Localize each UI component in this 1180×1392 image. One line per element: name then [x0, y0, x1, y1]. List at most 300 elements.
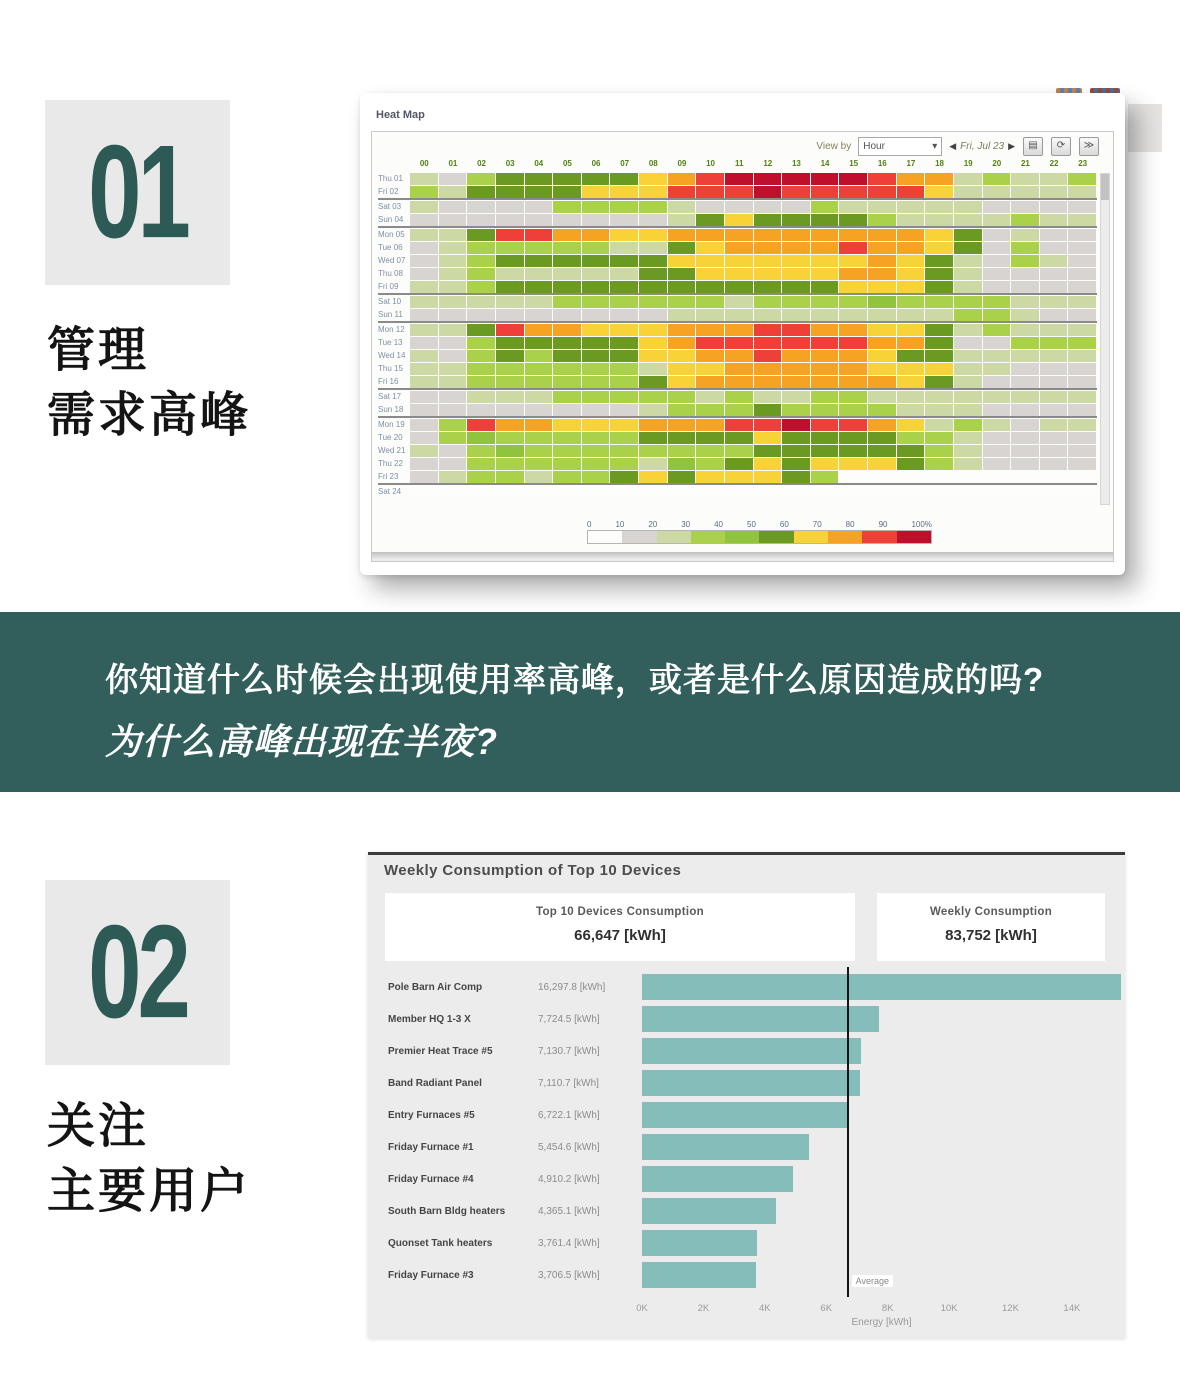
heatmap-cell	[1040, 486, 1068, 498]
heatmap-cell	[439, 471, 467, 483]
heatmap-cell	[925, 229, 953, 241]
heatmap-cell	[811, 242, 839, 254]
hour-column-label: 23	[1078, 159, 1088, 168]
heatmap-cell	[897, 458, 925, 470]
heatmap-cell	[897, 350, 925, 362]
consumption-bar	[642, 1198, 776, 1224]
menu-icon[interactable]: ▤	[1023, 137, 1043, 156]
heatmap-cell	[725, 404, 753, 416]
heatmap-cell	[410, 173, 438, 185]
heatmap-cell	[582, 268, 610, 280]
heatmap-cell	[868, 296, 896, 308]
heatmap-cell	[582, 229, 610, 241]
heatmap-cell	[782, 255, 810, 267]
heatmap-cell	[582, 173, 610, 185]
heatmap-cell	[610, 376, 638, 388]
heatmap-cell	[925, 324, 953, 336]
heatmap-cell	[410, 471, 438, 483]
heatmap-cell	[897, 309, 925, 321]
heatmap-cell	[553, 268, 581, 280]
day-row-label: Fri 16	[378, 377, 399, 386]
heatmap-cell	[811, 363, 839, 375]
heatmap-cell	[925, 214, 953, 226]
heatmap-cell	[868, 486, 896, 498]
heatmap-cell	[954, 296, 982, 308]
heatmap-cell	[439, 445, 467, 457]
heatmap-cell	[1011, 458, 1039, 470]
heatmap-cell	[954, 255, 982, 267]
device-name-label: Band Radiant Panel	[388, 1077, 482, 1089]
heatmap-cell	[868, 471, 896, 483]
heatmap-cell	[553, 419, 581, 431]
legend-color-segment	[862, 531, 896, 543]
heatmap-cell	[983, 350, 1011, 362]
heatmap-cell	[467, 404, 495, 416]
heatmap-cell	[1040, 229, 1068, 241]
hour-column-label: 06	[591, 159, 601, 168]
heatmap-cell	[1068, 186, 1096, 198]
heatmap-cell	[811, 229, 839, 241]
heatmap-cell	[782, 363, 810, 375]
heatmap-cell	[897, 471, 925, 483]
heatmap-cell	[1068, 350, 1096, 362]
legend-color-segment	[588, 531, 622, 543]
heatmap-cell	[811, 486, 839, 498]
heatmap-cell	[897, 324, 925, 336]
heatmap-cell	[954, 391, 982, 403]
heatmap-cell	[467, 458, 495, 470]
heatmap-cell	[983, 201, 1011, 213]
heatmap-cell	[839, 242, 867, 254]
heatmap-cell	[610, 404, 638, 416]
bar-track	[642, 974, 1121, 1000]
heatmap-cell	[725, 173, 753, 185]
prev-day-arrow[interactable]: ◀	[949, 141, 957, 151]
heatmap-cell	[668, 376, 696, 388]
heatmap-cell	[1040, 337, 1068, 349]
device-name-label: South Barn Bldg heaters	[388, 1205, 506, 1217]
bar-track	[642, 1070, 1121, 1096]
heatmap-cell	[410, 214, 438, 226]
heatmap-cell	[839, 458, 867, 470]
heatmap-cell	[782, 324, 810, 336]
day-row-label: Sun 11	[378, 310, 403, 319]
heatmap-cell	[668, 350, 696, 362]
heatmap-cell	[525, 391, 553, 403]
day-row-label: Tue 06	[378, 243, 403, 252]
heatmap-cell	[811, 419, 839, 431]
heatmap-cell	[668, 309, 696, 321]
heatmap-cell	[839, 486, 867, 498]
heatmap-cell	[1011, 201, 1039, 213]
heatmap-cell	[868, 242, 896, 254]
heatmap-cell	[410, 324, 438, 336]
heatmap-cell	[925, 486, 953, 498]
heatmap-cell	[582, 281, 610, 293]
heatmap-cell	[868, 391, 896, 403]
heatmap-cell	[983, 242, 1011, 254]
heatmap-cell	[696, 419, 724, 431]
x-axis-tick-label: 2K	[697, 1303, 710, 1314]
hour-column-label: 03	[505, 159, 515, 168]
heatmap-cell	[553, 324, 581, 336]
heatmap-cell	[467, 350, 495, 362]
heatmap-cell	[582, 324, 610, 336]
heatmap-cell	[610, 458, 638, 470]
heatmap-row	[378, 214, 1097, 228]
heatmap-cell	[983, 363, 1011, 375]
day-row-label: Thu 08	[378, 269, 403, 278]
heatmap-cell	[410, 242, 438, 254]
device-value-label: 16,297.8 [kWh]	[538, 981, 606, 993]
heatmap-cell	[496, 309, 524, 321]
heatmap-cell	[639, 214, 667, 226]
device-bar-row	[368, 1227, 1125, 1259]
scrollbar-thumb[interactable]	[1101, 174, 1109, 200]
heatmap-cell	[954, 214, 982, 226]
heatmap-cell	[782, 419, 810, 431]
heatmap-cell	[668, 337, 696, 349]
heatmap-cell	[639, 350, 667, 362]
heatmap-cell	[1068, 419, 1096, 431]
heatmap-cell	[725, 471, 753, 483]
heatmap-cell	[1040, 391, 1068, 403]
day-row-label: Fri 09	[378, 282, 399, 291]
legend-color-segment	[759, 531, 793, 543]
device-bar-row	[368, 1131, 1125, 1163]
heatmap-cell	[553, 432, 581, 444]
heatmap-cell	[839, 471, 867, 483]
heatmap-cell	[754, 391, 782, 403]
heatmap-cell	[639, 419, 667, 431]
heatmap-cell	[954, 201, 982, 213]
heatmap-cell	[610, 445, 638, 457]
day-row-label: Sat 10	[378, 297, 402, 306]
heatmap-cell	[983, 296, 1011, 308]
heatmap-cell	[811, 281, 839, 293]
heatmap-cell	[868, 337, 896, 349]
legend-tick-label: 100%	[911, 520, 932, 529]
heatmap-cell	[496, 201, 524, 213]
heatmap-cell	[868, 255, 896, 267]
heatmap-cell	[439, 296, 467, 308]
bar-track	[642, 1038, 1121, 1064]
heatmap-cell	[525, 309, 553, 321]
heatmap-cell	[925, 201, 953, 213]
row-label-spacer	[378, 159, 410, 171]
summary-top10-label: Top 10 Devices Consumption	[536, 906, 704, 918]
heatmap-cell	[582, 391, 610, 403]
heatmap-cell	[525, 201, 553, 213]
day-row-label: Tue 20	[378, 433, 403, 442]
heatmap-cell	[725, 309, 753, 321]
heatmap-cell	[639, 296, 667, 308]
heatmap-cell	[696, 229, 724, 241]
heatmap-cell	[954, 471, 982, 483]
heatmap-cell	[725, 445, 753, 457]
heatmap-cell	[439, 173, 467, 185]
heatmap-cell	[610, 471, 638, 483]
device-bar-row	[368, 971, 1125, 1003]
heatmap-cell	[467, 324, 495, 336]
hour-column-label: 21	[1020, 159, 1030, 168]
vertical-scrollbar[interactable]	[1100, 173, 1110, 505]
hour-column-label: 01	[448, 159, 458, 168]
heatmap-cell	[725, 255, 753, 267]
day-row-label: Fri 02	[378, 187, 399, 196]
heatmap-row	[378, 486, 1097, 498]
heatmap-cell	[525, 268, 553, 280]
day-row-label: Mon 19	[378, 420, 405, 429]
heatmap-cell	[639, 363, 667, 375]
heatmap-cell	[496, 486, 524, 498]
heatmap-cell	[696, 458, 724, 470]
heatmap-cell	[811, 350, 839, 362]
heatmap-cell	[725, 363, 753, 375]
day-row-label: Thu 01	[378, 174, 403, 183]
heatmap-cell	[439, 350, 467, 362]
heatmap-row	[378, 255, 1097, 267]
bar-track	[642, 1006, 1121, 1032]
next-day-arrow[interactable]: ▶	[1008, 141, 1015, 151]
heatmap-cell	[553, 458, 581, 470]
heatmap-cell	[1040, 432, 1068, 444]
heatmap-cell	[525, 471, 553, 483]
section-02-title-line1: 关注	[47, 1100, 150, 1153]
heatmap-cell	[725, 337, 753, 349]
heatmap-cell	[782, 281, 810, 293]
heatmap-cell	[439, 268, 467, 280]
heatmap-cell	[754, 296, 782, 308]
heatmap-cell	[983, 229, 1011, 241]
heatmap-cell	[897, 255, 925, 267]
heatmap-cell	[782, 404, 810, 416]
heatmap-cell	[1011, 214, 1039, 226]
view-by-dropdown[interactable]	[858, 137, 942, 156]
heatmap-cell	[668, 296, 696, 308]
banner-line1: 你知道什么时候会出现使用率高峰，或者是什么原因造成的吗?	[105, 661, 1045, 698]
heatmap-cell	[868, 458, 896, 470]
heatmap-cell	[525, 445, 553, 457]
heatmap-cell	[782, 445, 810, 457]
heatmap-cell	[496, 214, 524, 226]
heatmap-row	[378, 173, 1097, 185]
heatmap-cell	[696, 186, 724, 198]
device-name-label: Friday Furnace #3	[388, 1269, 474, 1281]
legend-color-segment	[794, 531, 828, 543]
heatmap-cell	[1068, 458, 1096, 470]
heatmap-cell	[410, 309, 438, 321]
heatmap-cell	[610, 486, 638, 498]
summary-box-weekly	[877, 893, 1105, 961]
heatmap-cell	[668, 404, 696, 416]
bar-chart-rows	[368, 971, 1125, 1291]
heatmap-cell	[754, 419, 782, 431]
heatmap-cell	[754, 214, 782, 226]
heatmap-cell	[754, 458, 782, 470]
heatmap-cell	[1011, 445, 1039, 457]
heatmap-cell	[1011, 296, 1039, 308]
heatmap-cell	[1068, 432, 1096, 444]
heatmap-cell	[811, 255, 839, 267]
heatmap-row	[378, 376, 1097, 390]
hour-column-label: 18	[935, 159, 945, 168]
heatmap-cell	[839, 268, 867, 280]
heatmap-cell	[439, 281, 467, 293]
heatmap-cell	[639, 337, 667, 349]
heatmap-cell	[696, 201, 724, 213]
heatmap-cell	[868, 445, 896, 457]
heatmap-cell	[525, 214, 553, 226]
heatmap-cell	[668, 255, 696, 267]
heatmap-cell	[782, 296, 810, 308]
heatmap-cell	[725, 296, 753, 308]
heatmap-cell	[582, 404, 610, 416]
heatmap-cell	[811, 186, 839, 198]
heatmap-cell	[639, 201, 667, 213]
heatmap-cell	[754, 173, 782, 185]
heatmap-cell	[954, 445, 982, 457]
heatmap-dashboard-panel	[360, 93, 1125, 575]
heatmap-cell	[754, 242, 782, 254]
heatmap-cell	[639, 255, 667, 267]
legend-tick-label: 10	[615, 520, 625, 529]
heatmap-cell	[897, 376, 925, 388]
heatmap-cell	[954, 376, 982, 388]
heatmap-cell	[1011, 173, 1039, 185]
day-row-label: Mon 05	[378, 230, 405, 239]
heatmap-cell	[553, 309, 581, 321]
device-bar-row	[368, 1259, 1125, 1291]
heatmap-cell	[582, 214, 610, 226]
heatmap-cell	[1068, 214, 1096, 226]
heatmap-cell	[725, 419, 753, 431]
heatmap-cell	[811, 214, 839, 226]
heatmap-cell	[983, 419, 1011, 431]
heatmap-cell	[525, 229, 553, 241]
heatmap-cell	[754, 229, 782, 241]
heatmap-cell	[954, 309, 982, 321]
bar-track	[642, 1262, 1121, 1288]
device-bar-row	[368, 1195, 1125, 1227]
heatmap-cell	[553, 186, 581, 198]
heatmap-cell	[696, 173, 724, 185]
export-icon[interactable]: ≫	[1079, 137, 1099, 156]
heatmap-cell	[1011, 404, 1039, 416]
heatmap-cell	[410, 186, 438, 198]
consumption-bar	[642, 1038, 861, 1064]
heatmap-cell	[410, 363, 438, 375]
heatmap-cell	[668, 363, 696, 375]
heatmap-cell	[897, 229, 925, 241]
chevron-down-icon: ▾	[932, 141, 938, 152]
heatmap-legend-colorbar	[587, 530, 932, 544]
horizontal-scrollbar[interactable]	[372, 552, 1113, 561]
heatmap-cell	[1040, 201, 1068, 213]
heatmap-cell	[897, 404, 925, 416]
bar-chart-panel	[368, 852, 1125, 1338]
heatmap-cell	[696, 309, 724, 321]
heatmap-cell	[1068, 296, 1096, 308]
heatmap-cell	[782, 201, 810, 213]
heatmap-cell	[839, 309, 867, 321]
heatmap-cell	[1068, 229, 1096, 241]
heatmap-cell	[610, 337, 638, 349]
heatmap-cell	[1068, 281, 1096, 293]
heatmap-cell	[954, 242, 982, 254]
heatmap-cell	[782, 432, 810, 444]
legend-tick-label: 30	[681, 520, 691, 529]
heatmap-cell	[925, 363, 953, 375]
heatmap-cell	[839, 419, 867, 431]
heatmap-cell	[610, 268, 638, 280]
heatmap-cell	[525, 324, 553, 336]
heatmap-cell	[925, 268, 953, 280]
hour-column-label: 05	[562, 159, 572, 168]
heatmap-cell	[439, 214, 467, 226]
heatmap-cell	[496, 432, 524, 444]
refresh-icon[interactable]: ⟳	[1051, 137, 1071, 156]
heatmap-cell	[897, 173, 925, 185]
heatmap-cell	[839, 445, 867, 457]
heatmap-cell	[1040, 242, 1068, 254]
heatmap-cell	[1068, 391, 1096, 403]
bar-track	[642, 1134, 1121, 1160]
summary-weekly-label: Weekly Consumption	[929, 906, 1053, 918]
heatmap-cell	[754, 471, 782, 483]
heatmap-cell	[696, 255, 724, 267]
x-axis-tick-label: 4K	[759, 1303, 771, 1314]
heatmap-cell	[1068, 309, 1096, 321]
heatmap-cell	[868, 229, 896, 241]
day-row-label: Thu 15	[378, 364, 403, 373]
consumption-bar	[642, 1166, 793, 1192]
heatmap-cell	[782, 391, 810, 403]
view-by-value: Hour	[863, 141, 885, 152]
heatmap-cell	[754, 281, 782, 293]
heatmap-cell	[553, 255, 581, 267]
heatmap-toolbar	[816, 137, 1099, 156]
heatmap-row	[378, 363, 1097, 375]
heatmap-cell	[439, 201, 467, 213]
heatmap-cell	[410, 201, 438, 213]
heatmap-cell	[897, 419, 925, 431]
heatmap-cell	[668, 419, 696, 431]
heatmap-cell	[868, 173, 896, 185]
heatmap-cell	[868, 404, 896, 416]
date-label: Fri, Jul 23	[960, 141, 1005, 152]
heatmap-cell	[525, 404, 553, 416]
heatmap-cell	[983, 391, 1011, 403]
heatmap-cell	[754, 376, 782, 388]
heatmap-cell	[496, 350, 524, 362]
day-row-label: Mon 12	[378, 325, 405, 334]
heatmap-row	[378, 391, 1097, 403]
heatmap-cell	[610, 350, 638, 362]
heatmap-row	[378, 324, 1097, 336]
heatmap-cell	[1068, 255, 1096, 267]
device-name-label: Quonset Tank heaters	[388, 1237, 493, 1249]
heatmap-cell	[410, 296, 438, 308]
heatmap-hour-headers	[378, 159, 1097, 171]
heatmap-cell	[439, 229, 467, 241]
legend-color-segment	[725, 531, 759, 543]
heatmap-cell	[839, 255, 867, 267]
heatmap-cell	[782, 458, 810, 470]
heatmap-cell	[754, 309, 782, 321]
hour-column-label: 22	[1049, 159, 1059, 168]
heatmap-cell	[983, 268, 1011, 280]
